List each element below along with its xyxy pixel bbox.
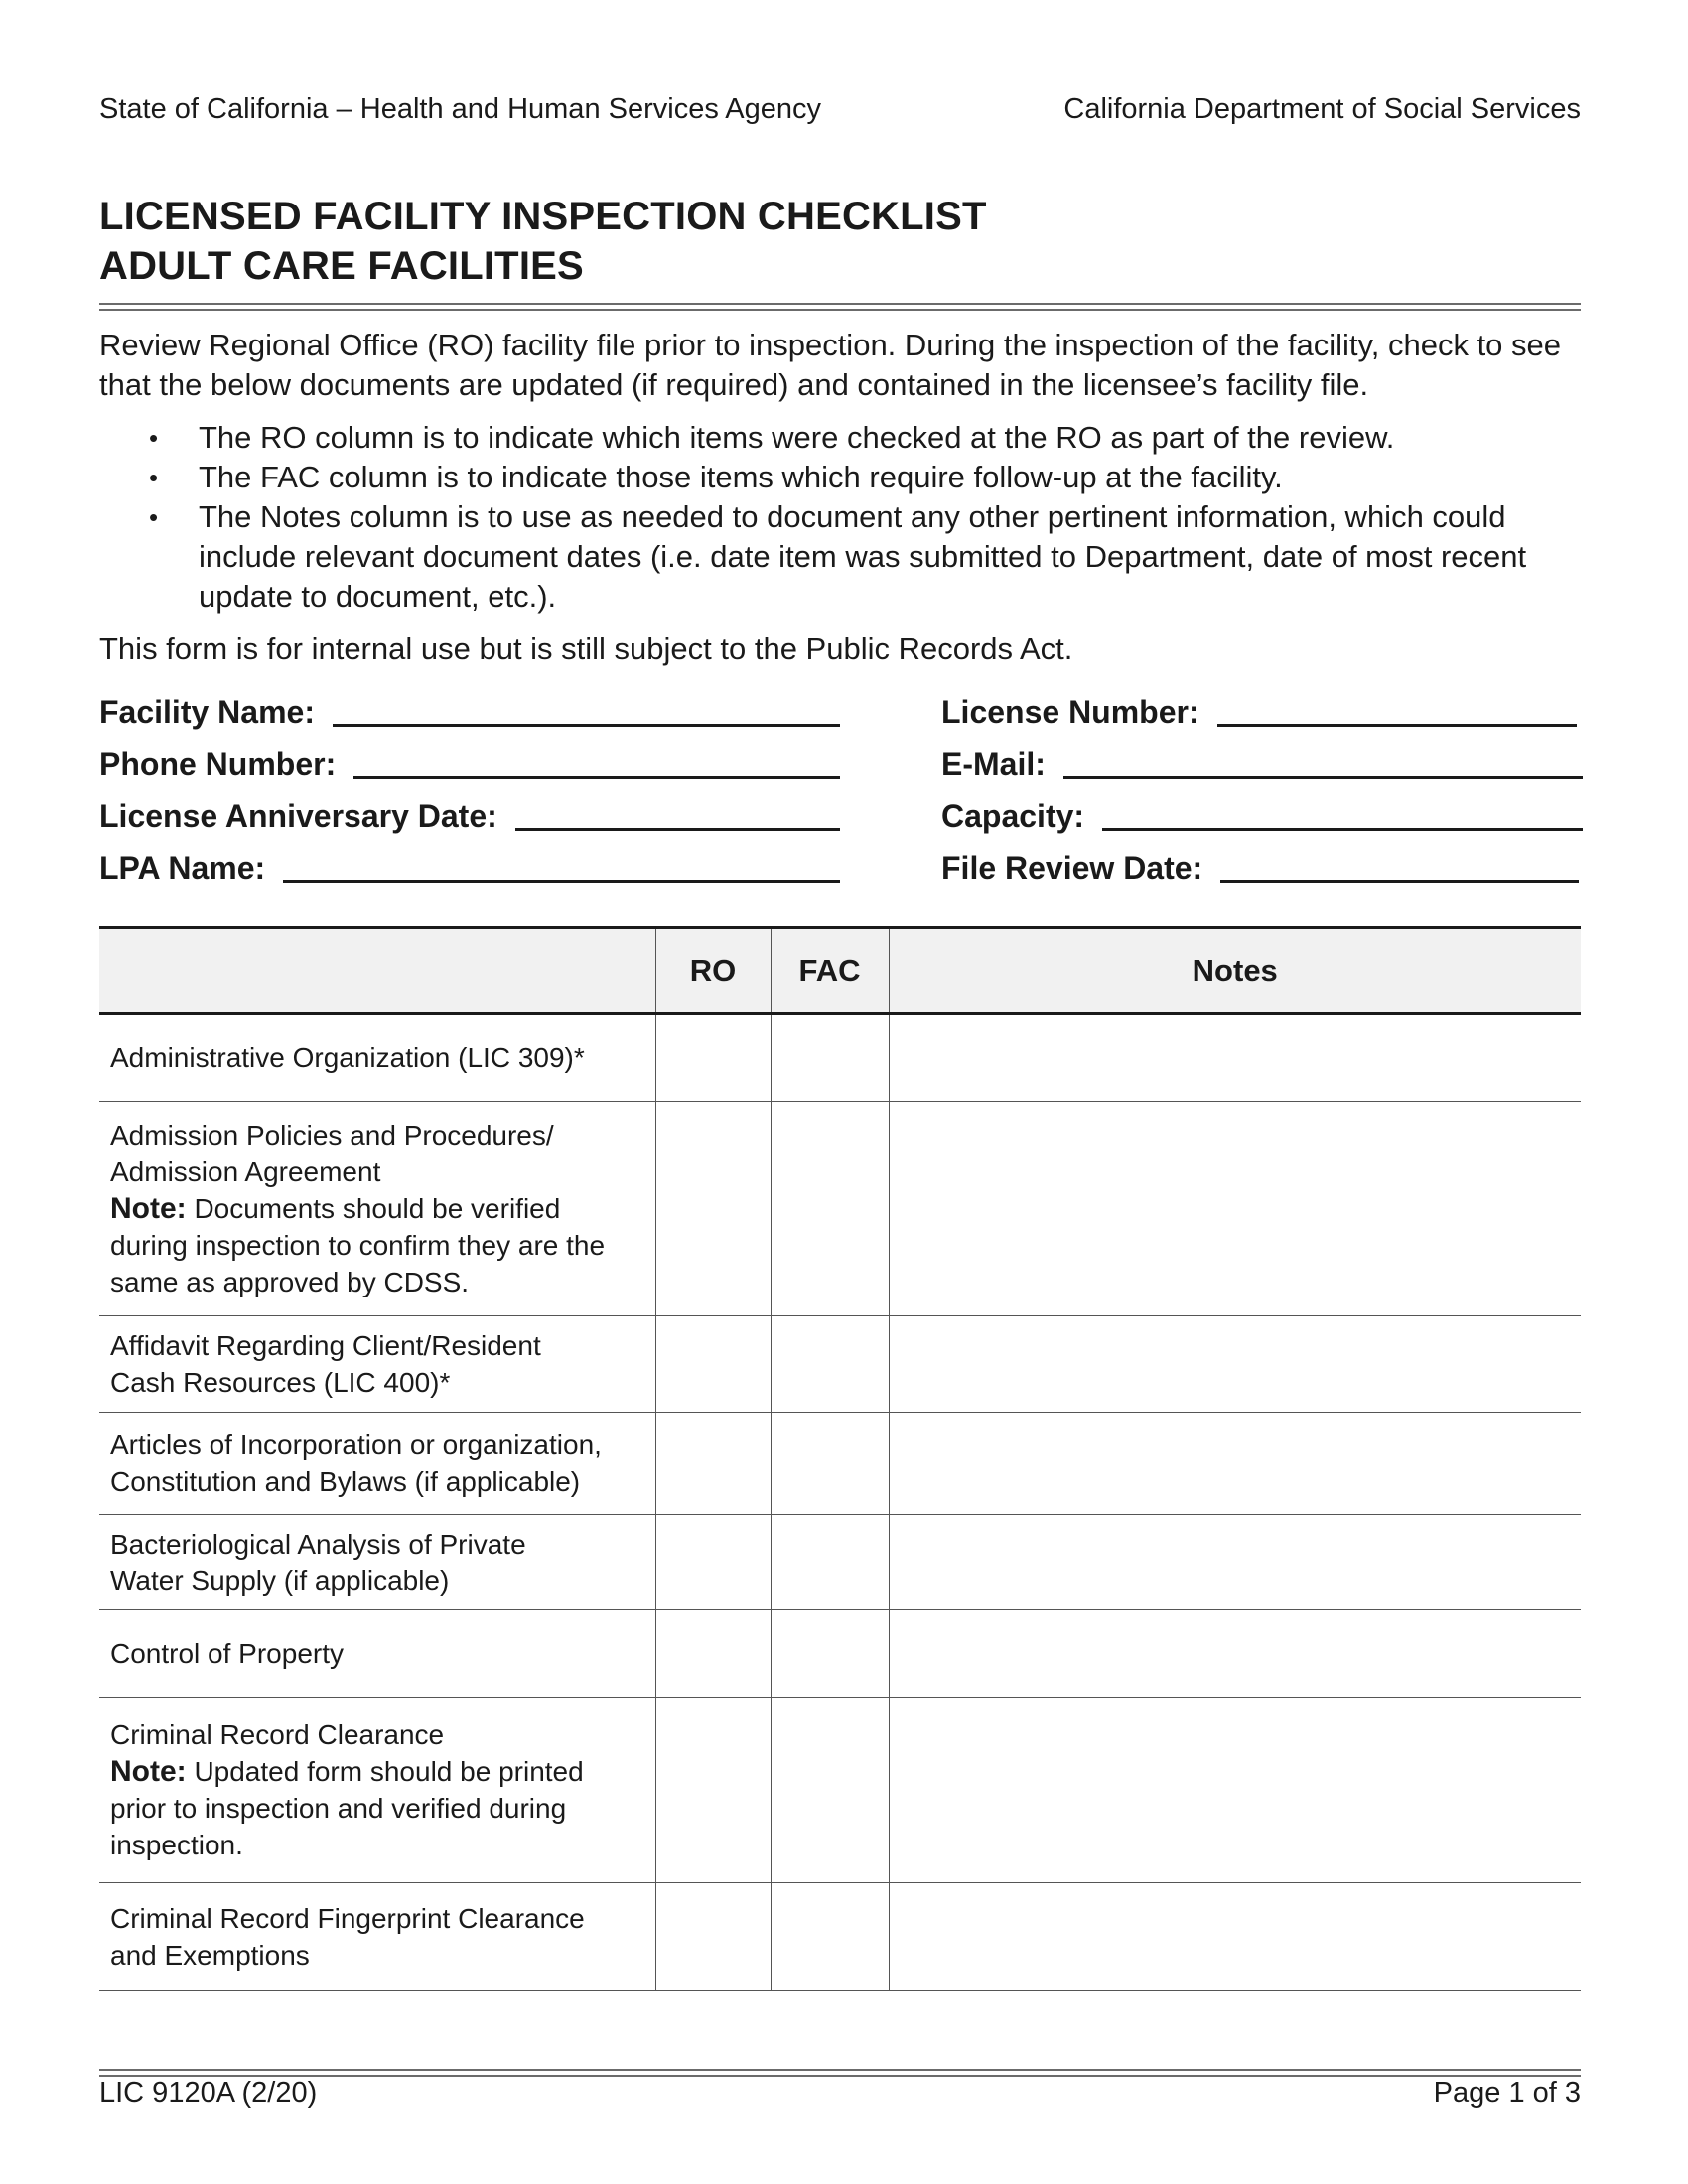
table-row [99, 1883, 1581, 1991]
instruction-text: The RO column is to indicate which items were checked at the RO as part of the review. [199, 420, 1395, 455]
instruction-item [99, 497, 1589, 616]
license-number-field[interactable] [941, 693, 1577, 733]
notes-cell[interactable] [889, 1698, 1581, 1883]
file-review-date-label: File Review Date: [941, 850, 1203, 886]
table-row [99, 1102, 1581, 1316]
item-text: Constitution and Bylaws (if applicable) [110, 1466, 581, 1497]
checklist-item [99, 1014, 655, 1102]
fac-cell[interactable] [771, 1316, 889, 1413]
ro-cell[interactable] [655, 1102, 771, 1316]
agency-header [99, 93, 1581, 129]
note-text: Updated form should be printed prior to inspection and verified during inspection. [110, 1756, 584, 1860]
fac-cell[interactable] [771, 1698, 889, 1883]
page-footer [99, 2077, 1581, 2115]
capacity-label: Capacity: [941, 798, 1085, 834]
item-text: Articles of Incorporation or organization, [110, 1430, 602, 1460]
instruction-item [99, 458, 1589, 497]
anniversary-date-field[interactable] [99, 797, 840, 837]
checklist-item [99, 1610, 655, 1698]
intro-paragraph: Review Regional Office (RO) facility file prior to inspection. During the inspection of the facility, check to see that the below documents are updated (if required) and contained in the licensee’s facility file. [99, 328, 1562, 402]
bullet-icon: • [149, 463, 159, 492]
instruction-list [99, 418, 1589, 616]
note-text: Documents should be verified during inspection to confirm they are the same as approved by CDSS. [110, 1193, 606, 1297]
ro-cell[interactable] [655, 1014, 771, 1102]
email-field[interactable] [941, 746, 1583, 785]
lpa-name-label: LPA Name: [99, 850, 266, 886]
table-row [99, 1610, 1581, 1698]
checklist-item [99, 1102, 655, 1316]
email-input[interactable] [1063, 776, 1583, 779]
ro-cell[interactable] [655, 1698, 771, 1883]
instruction-text: The FAC column is to indicate those items which require follow-up at the facility. [199, 460, 1283, 494]
ro-cell[interactable] [655, 1610, 771, 1698]
checklist-item [99, 1515, 655, 1610]
table-row [99, 1413, 1581, 1515]
fac-cell[interactable] [771, 1883, 889, 1991]
license-number-label: License Number: [941, 694, 1199, 730]
item-text: Affidavit Regarding Client/Resident [110, 1330, 541, 1361]
notes-cell[interactable] [889, 1610, 1581, 1698]
ro-cell[interactable] [655, 1316, 771, 1413]
item-text: Administrative Organization (LIC 309)* [110, 1042, 585, 1073]
notes-cell[interactable] [889, 1515, 1581, 1610]
note-label: Note: [110, 1755, 187, 1788]
title-line-2: ADULT CARE FACILITIES [99, 244, 584, 288]
item-text: Admission Policies and Procedures/ [110, 1120, 554, 1151]
fac-cell[interactable] [771, 1014, 889, 1102]
phone-number-label: Phone Number: [99, 747, 337, 782]
facility-name-field[interactable] [99, 693, 840, 733]
page-title [99, 192, 987, 291]
ro-cell[interactable] [655, 1515, 771, 1610]
capacity-field[interactable] [941, 797, 1583, 837]
phone-number-input[interactable] [353, 776, 840, 779]
fac-cell[interactable] [771, 1610, 889, 1698]
item-text: Control of Property [110, 1638, 344, 1669]
item-note [110, 1190, 643, 1300]
table-row [99, 1515, 1581, 1610]
bullet-icon: • [149, 423, 159, 453]
facility-name-label: Facility Name: [99, 694, 315, 730]
fac-cell[interactable] [771, 1515, 889, 1610]
department-name: California Department of Social Services [1063, 93, 1581, 125]
instruction-item [99, 418, 1589, 458]
agency-name: State of California – Health and Human Services Agency [99, 93, 822, 125]
phone-number-field[interactable] [99, 746, 840, 785]
page-number: Page 1 of 3 [1433, 2077, 1581, 2109]
checklist-item [99, 1413, 655, 1515]
anniversary-date-label: License Anniversary Date: [99, 798, 497, 834]
file-review-date-field[interactable] [941, 849, 1579, 888]
facility-name-input[interactable] [333, 724, 840, 727]
instruction-text: The Notes column is to use as needed to document any other pertinent information, which could include relevant document dates (i.e. date item was submitted to Department, date of most recent update to document, etc.). [199, 499, 1527, 614]
fac-cell[interactable] [771, 1102, 889, 1316]
notes-cell[interactable] [889, 1014, 1581, 1102]
table-row [99, 1316, 1581, 1413]
email-label: E-Mail: [941, 747, 1046, 782]
anniversary-date-input[interactable] [515, 828, 840, 831]
checklist-table [99, 926, 1581, 1991]
note-label: Note: [110, 1192, 187, 1225]
item-text: Criminal Record Fingerprint Clearance [110, 1903, 585, 1934]
ro-cell[interactable] [655, 1413, 771, 1515]
item-text: Water Supply (if applicable) [110, 1565, 450, 1596]
notes-column-header: Notes [889, 928, 1581, 1014]
lpa-name-field[interactable] [99, 849, 840, 888]
item-text: Bacteriological Analysis of Private [110, 1528, 526, 1560]
ro-column-header: RO [655, 928, 771, 1014]
bullet-icon: • [149, 502, 159, 532]
public-records-note: This form is for internal use but is still subject to the Public Records Act. [99, 631, 1073, 666]
header-divider [99, 303, 1581, 311]
item-text: Criminal Record Clearance [110, 1719, 445, 1750]
lpa-name-input[interactable] [283, 880, 840, 883]
fac-column-header: FAC [771, 928, 889, 1014]
notes-cell[interactable] [889, 1413, 1581, 1515]
notes-cell[interactable] [889, 1883, 1581, 1991]
ro-cell[interactable] [655, 1883, 771, 1991]
file-review-date-input[interactable] [1220, 880, 1579, 883]
table-header-row [99, 928, 1581, 1014]
form-id: LIC 9120A (2/20) [99, 2077, 318, 2109]
item-column-header [99, 928, 655, 1014]
item-text: Cash Resources (LIC 400)* [110, 1367, 451, 1398]
license-number-input[interactable] [1217, 724, 1577, 727]
table-row [99, 1014, 1581, 1102]
fac-cell[interactable] [771, 1413, 889, 1515]
checklist-item [99, 1883, 655, 1991]
item-note [110, 1753, 643, 1863]
table-row [99, 1698, 1581, 1883]
notes-cell[interactable] [889, 1102, 1581, 1316]
title-line-1: LICENSED FACILITY INSPECTION CHECKLIST [99, 195, 987, 238]
footer-divider [99, 2069, 1581, 2077]
capacity-input[interactable] [1102, 828, 1583, 831]
checklist-item [99, 1316, 655, 1413]
item-text: Admission Agreement [110, 1157, 381, 1187]
notes-cell[interactable] [889, 1316, 1581, 1413]
item-text: and Exemptions [110, 1940, 310, 1971]
checklist-item [99, 1698, 655, 1883]
